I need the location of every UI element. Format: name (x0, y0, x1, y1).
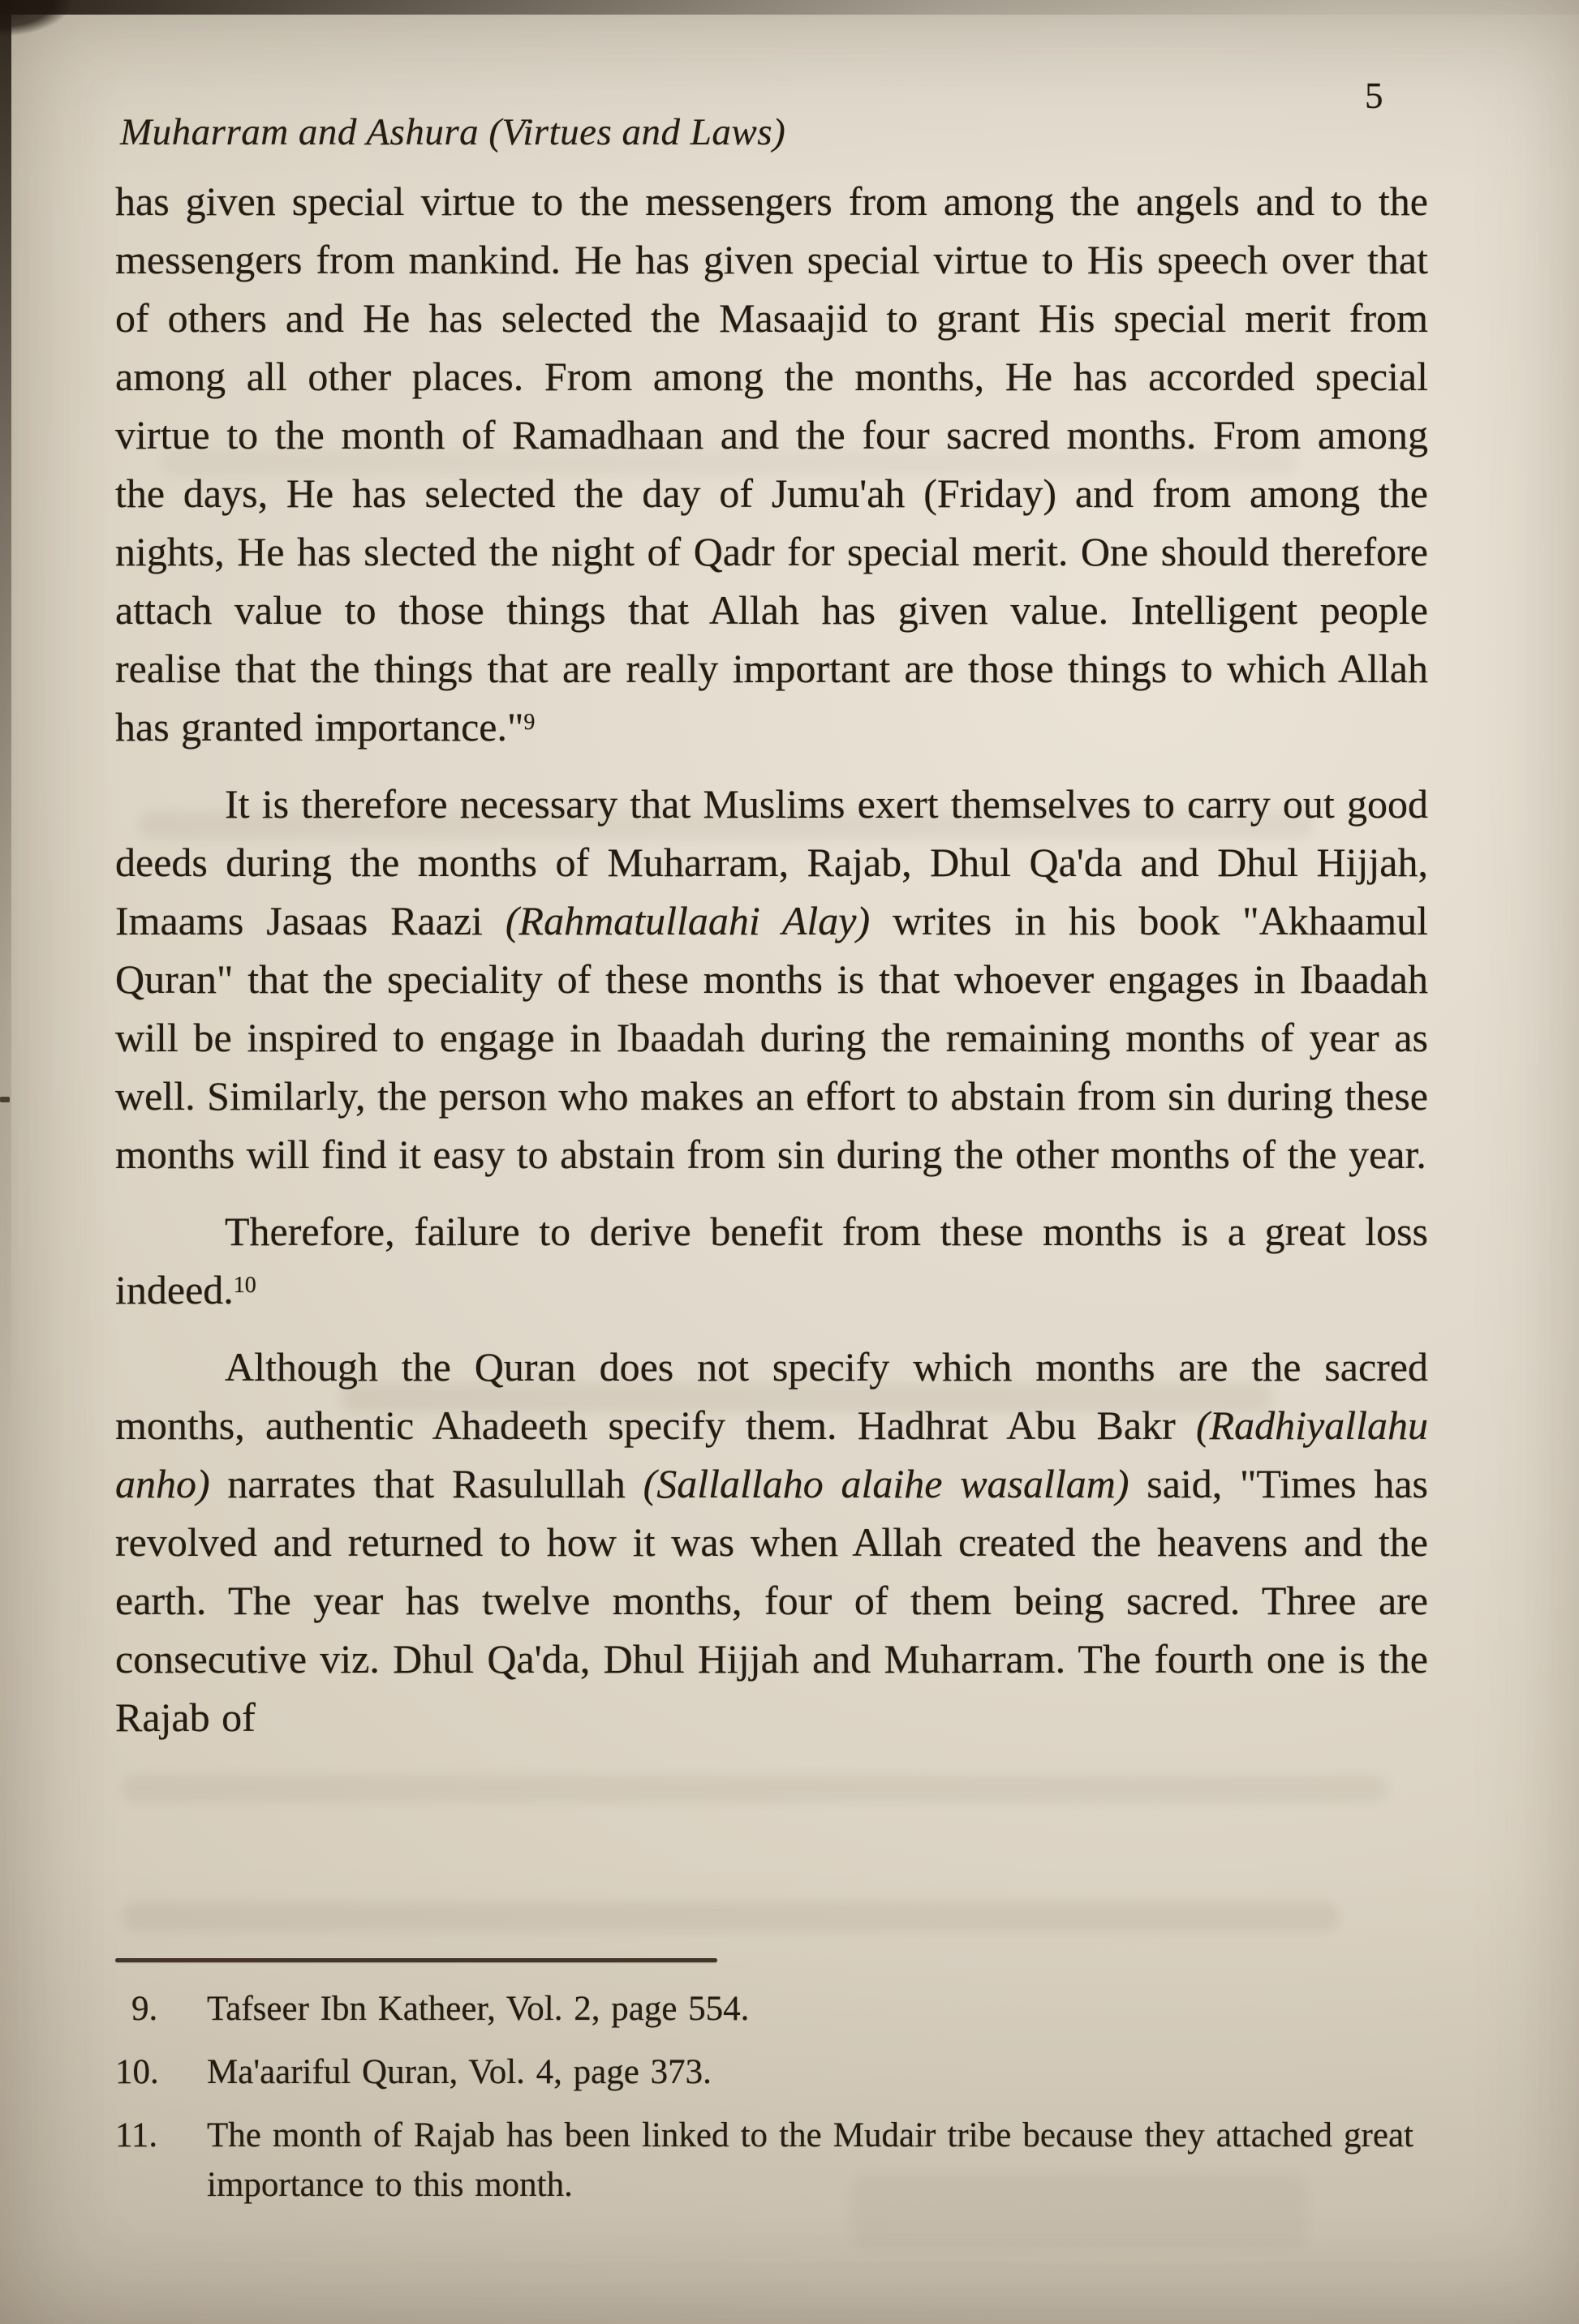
body-text (115, 172, 1428, 1746)
footnote-9-number: 9. (131, 1990, 158, 2028)
paragraph-4 (115, 1338, 1428, 1746)
paragraph-1-text: has given special virtue to the messengers from among the angels and to the messengers from mankind. He has given special virtue to His speech over that of others and He has selected the Masaajid to grant His special merit from among all other places. From among the months, He has accorded special virtue to the month of Ramadhaan and the four sacred months. From among the days, He has selected the day of Jumu'ah (Friday) and from among the nights, He has slected the night of Qadr for special merit. One should therefore attach value to those things that Allah has given value. Intelligent people realise that the things that are really important are those things to which Allah has granted importance." (115, 178, 1428, 750)
footnote-10-text: Ma'aariful Quran, Vol. 4, page 373. (207, 2053, 712, 2091)
bleed-through-ghosting (122, 1775, 1388, 1802)
footnote-10-number: 10. (115, 2053, 159, 2091)
paragraph-4-italic-honorific-2: (Sallallaho alaihe wasallam) (643, 1461, 1129, 1506)
paragraph-3 (115, 1202, 1428, 1319)
paragraph-2 (115, 775, 1428, 1183)
paragraph-1 (115, 172, 1428, 756)
footnote-ref-10: 10 (233, 1273, 256, 1298)
bleed-through-ghosting (122, 1902, 1339, 1931)
page-number: 5 (1365, 75, 1383, 116)
paragraph-4-text-cont-1: narrates that Rasulullah (209, 1461, 643, 1506)
footnote-11-number: 11. (115, 2116, 158, 2154)
footnote-divider (115, 1958, 717, 1962)
paragraph-2-text: It is therefore necessary that Muslims exert themselves to carry out good deeds during the months of Muharram, Rajab, Dhul Qa'da and Dhul Hijjah, Imaams Jasaas Raazi (115, 781, 1428, 943)
paragraph-2-italic-honorific: (Rahmatullaahi Alay) (505, 898, 871, 943)
paragraph-2-text-cont: writes in his book "Akhaamul Quran" that the speciality of these months is that whoever engages in Ibaadah will be inspired to engage in Ibaadah during the remaining months of year as well. Similarly, the person who makes an effort to abstain from sin during these months will find it easy to abstain from sin during the other months of the year. (115, 898, 1428, 1177)
footnote-11-text: The month of Rajab has been linked to the Mudair tribe because they attached great importance to this month. (207, 2116, 1413, 2204)
paragraph-4-text: Although the Quran does not specify which months are the sacred months, authentic Ahadeeth specify them. Hadhrat Abu Bakr (115, 1344, 1428, 1448)
photo-edge-left (0, 0, 11, 1441)
margin-mark (0, 1097, 10, 1102)
photo-edge-top (0, 0, 1579, 15)
footnote-9-text: Tafseer Ibn Katheer, Vol. 2, page 554. (207, 1990, 750, 2028)
footnote-11 (115, 2111, 1413, 2210)
footnote-9 (115, 1984, 1413, 2034)
footnote-10 (115, 2047, 1413, 2097)
running-title: Muharram and Ashura (Virtues and Laws) (120, 111, 786, 153)
footnotes (115, 1984, 1413, 2210)
paragraph-3-text: Therefore, failure to derive benefit from these months is a great loss indeed. (115, 1209, 1428, 1312)
photo-corner-top-left (0, 0, 105, 52)
paragraph-4-italic-honorific-1: (Radhiyallahu anho) (115, 1403, 1428, 1506)
paragraph-4-text-cont-2: said, "Times has revolved and returned to how it was when Allah created the heavens and the earth. The year has twelve months, four of them being sacred. Three are consecutive viz. Dhul Qa'da, Dhul Hijjah and Muharram. The fourth one is the Rajab of (115, 1461, 1428, 1740)
footnote-ref-9: 9 (523, 710, 536, 735)
